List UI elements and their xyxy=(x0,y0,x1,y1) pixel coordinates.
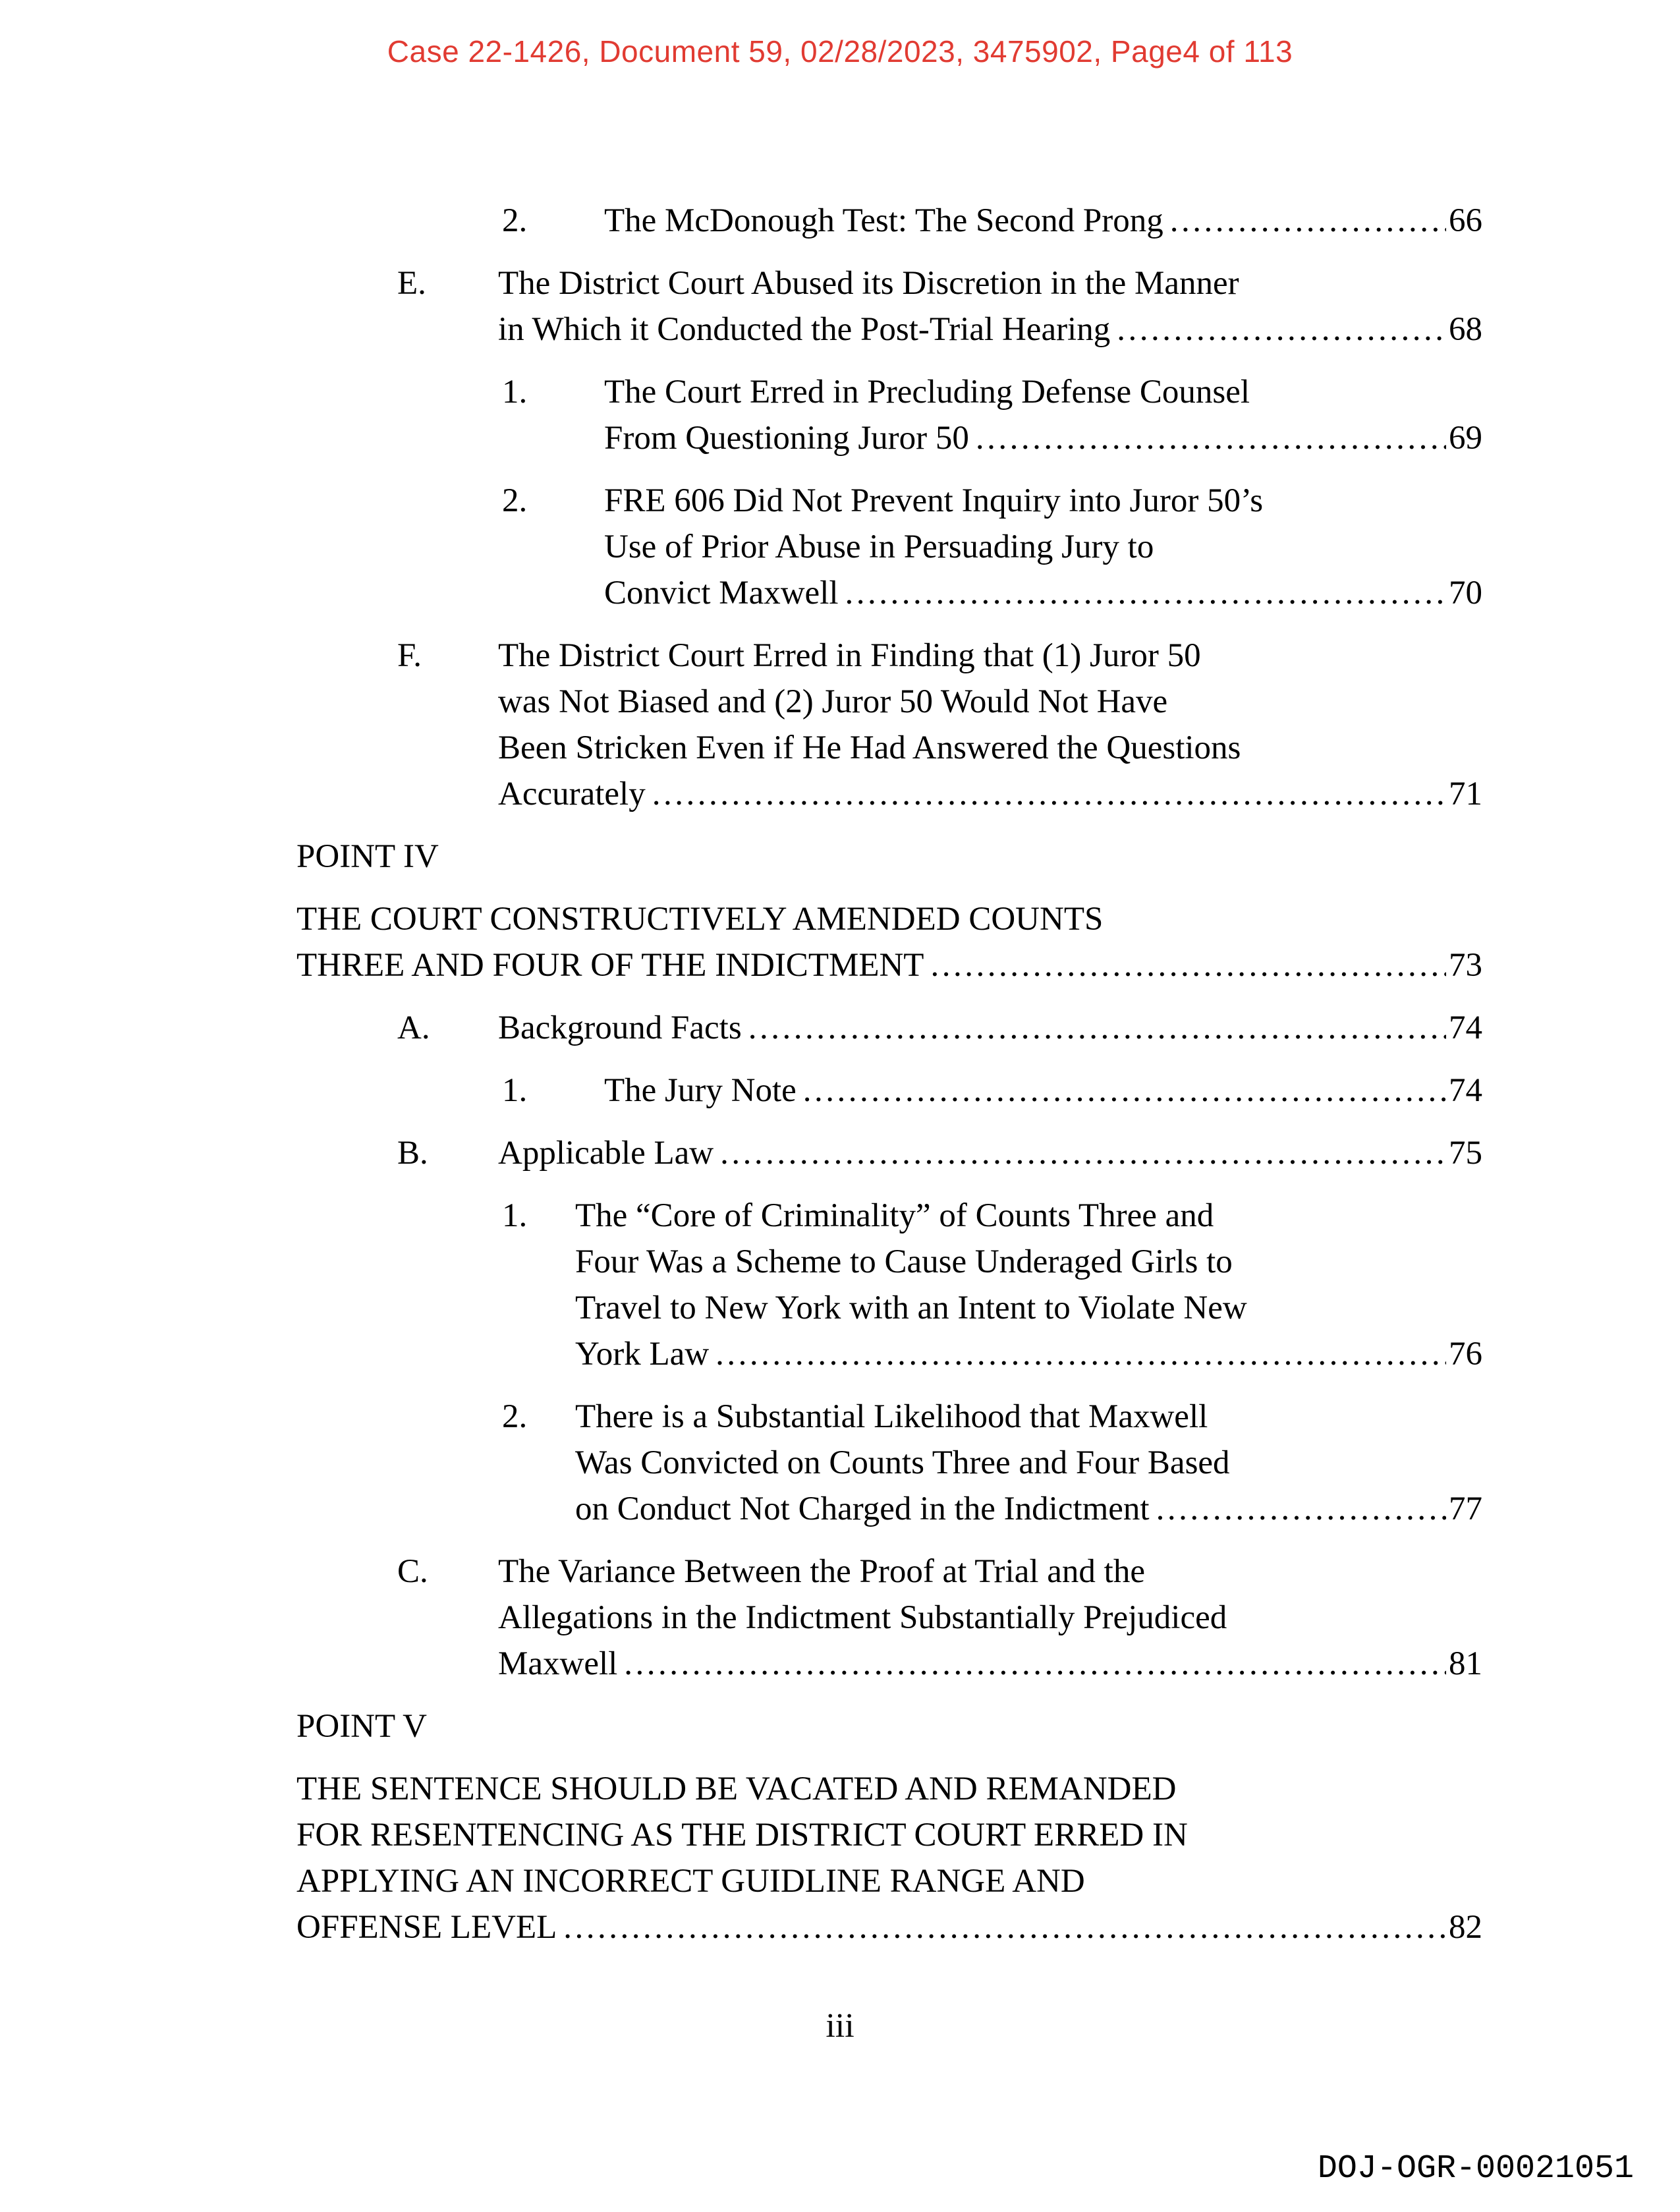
toc-entry-lines xyxy=(604,478,1482,616)
toc-entry-text: OFFENSE LEVEL xyxy=(296,1909,557,1946)
toc-entry-text: APPLYING AN INCORRECT GUIDLINE RANGE AND xyxy=(296,1863,1085,1900)
toc-entry-text: York Law xyxy=(575,1336,710,1373)
toc-entry xyxy=(296,1005,1482,1051)
toc-page-number: 71 xyxy=(1449,776,1482,812)
toc-entry xyxy=(296,478,1482,616)
page-number-footer: iii xyxy=(826,2007,854,2045)
toc-entry-text: POINT IV xyxy=(296,838,439,875)
toc-entry-text: FRE 606 Did Not Prevent Inquiry into Juror 50’s xyxy=(604,482,1264,519)
toc-entry-text: The McDonough Test: The Second Prong xyxy=(604,202,1163,239)
dot-leader xyxy=(715,1331,1446,1377)
toc-entry-label: C. xyxy=(397,1553,428,1590)
toc-page-number: 77 xyxy=(1449,1490,1482,1527)
dot-leader xyxy=(845,570,1446,616)
toc-entry-text: Use of Prior Abuse in Persuading Jury to xyxy=(604,528,1154,565)
toc-entry-lines xyxy=(296,896,1482,988)
toc-entry-last-line xyxy=(498,771,1482,817)
dot-leader xyxy=(1156,1486,1446,1532)
toc-entry-text: POINT V xyxy=(296,1708,427,1745)
toc-entry xyxy=(296,1703,1482,1749)
toc-entry-text: was Not Biased and (2) Juror 50 Would Not Have xyxy=(498,683,1168,720)
toc-entry-text: The District Court Erred in Finding that (1) Juror 50 xyxy=(498,637,1201,674)
toc-entry-lines xyxy=(498,1548,1482,1687)
toc-entry-text: The Variance Between the Proof at Trial and the xyxy=(498,1553,1145,1590)
toc-page-number: 66 xyxy=(1449,202,1482,239)
toc-entry-last-line xyxy=(604,415,1482,461)
toc-entry-text: Was Convicted on Counts Three and Four Based xyxy=(575,1444,1230,1481)
toc-entry-label: A. xyxy=(397,1009,430,1046)
bates-number: DOJ-OGR-00021051 xyxy=(1317,2150,1634,2188)
dot-leader xyxy=(1170,198,1446,244)
toc-entry xyxy=(296,633,1482,817)
toc-entry-text: THREE AND FOUR OF THE INDICTMENT xyxy=(296,947,924,984)
toc-entry-text: Maxwell xyxy=(498,1645,618,1682)
toc-entry-label: F. xyxy=(397,637,422,674)
toc-entry xyxy=(296,369,1482,461)
toc-entry-text: Applicable Law xyxy=(498,1135,714,1172)
toc-entry-text: Convict Maxwell xyxy=(604,575,839,611)
toc-entry-label: 2. xyxy=(502,1398,528,1435)
toc-entry-text: Background Facts xyxy=(498,1009,742,1046)
toc-page-number: 74 xyxy=(1449,1009,1482,1046)
toc-entry-lines xyxy=(575,1394,1482,1532)
toc-entry-label: E. xyxy=(397,265,426,302)
toc-entry-lines xyxy=(296,1703,1482,1749)
toc-entry-lines xyxy=(498,633,1482,817)
toc-entry-text: There is a Substantial Likelihood that Maxwell xyxy=(575,1398,1208,1435)
toc-entry-label: 1. xyxy=(502,1072,528,1109)
toc-entry-text: THE SENTENCE SHOULD BE VACATED AND REMANDED xyxy=(296,1771,1177,1807)
toc-page-number: 70 xyxy=(1449,575,1482,611)
toc-entry-text: Travel to New York with an Intent to Violate New xyxy=(575,1290,1247,1326)
toc-page-number: 68 xyxy=(1449,311,1482,348)
dot-leader xyxy=(803,1067,1446,1114)
toc-entry xyxy=(296,1130,1482,1176)
toc-entry-text: in Which it Conducted the Post-Trial Hearing xyxy=(498,311,1111,348)
toc-entry-last-line xyxy=(604,570,1482,616)
dot-leader xyxy=(930,942,1446,988)
toc-entry xyxy=(296,260,1482,353)
toc-entry-label: 2. xyxy=(502,202,528,239)
toc-entry-last-line xyxy=(575,1331,1482,1377)
toc-entry-text: Accurately xyxy=(498,776,646,812)
toc-entry-last-line xyxy=(575,1486,1482,1532)
dot-leader xyxy=(748,1005,1446,1051)
toc-page-number: 73 xyxy=(1449,947,1482,984)
toc-entry-last-line xyxy=(296,1904,1482,1950)
toc xyxy=(296,198,1482,1950)
toc-entry-text: The District Court Abused its Discretion in the Manner xyxy=(498,265,1239,302)
toc-entry-last-line xyxy=(498,1130,1482,1176)
toc-page-number: 69 xyxy=(1449,420,1482,457)
toc-entry xyxy=(296,1394,1482,1532)
dot-leader xyxy=(1117,306,1446,353)
toc-entry-lines xyxy=(498,260,1482,353)
toc-entry-last-line xyxy=(498,306,1482,353)
toc-entry xyxy=(296,834,1482,880)
toc-entry-text: Been Stricken Even if He Had Answered the Questions xyxy=(498,729,1241,766)
toc-page-number: 74 xyxy=(1449,1072,1482,1109)
toc-entry-text: THE COURT CONSTRUCTIVELY AMENDED COUNTS xyxy=(296,901,1104,938)
toc-entry-text: The Court Erred in Precluding Defense Counsel xyxy=(604,374,1250,411)
toc-entry xyxy=(296,896,1482,988)
toc-page-number: 75 xyxy=(1449,1135,1482,1172)
toc-entry-label: 1. xyxy=(502,374,528,411)
toc-entry-last-line xyxy=(604,1067,1482,1114)
toc-entry xyxy=(296,198,1482,244)
toc-entry-text: Four Was a Scheme to Cause Underaged Girls to xyxy=(575,1243,1233,1280)
dot-leader xyxy=(624,1641,1446,1687)
toc-entry-last-line xyxy=(498,1641,1482,1687)
toc-page-number: 81 xyxy=(1449,1645,1482,1682)
toc-entry-label: 2. xyxy=(502,482,528,519)
case-stamp: Case 22-1426, Document 59, 02/28/2023, 3475902, Page4 of 113 xyxy=(387,34,1293,69)
toc-entry-lines xyxy=(604,369,1482,461)
dot-leader xyxy=(563,1904,1446,1950)
toc-entry-label: 1. xyxy=(502,1197,528,1234)
dot-leader xyxy=(652,771,1446,817)
toc-entry-lines xyxy=(575,1193,1482,1377)
toc-entry-last-line xyxy=(604,198,1482,244)
toc-entry-lines xyxy=(296,834,1482,880)
toc-entry-text: The Jury Note xyxy=(604,1072,797,1109)
toc-entry-label: B. xyxy=(397,1135,428,1172)
toc-entry xyxy=(296,1766,1482,1950)
toc-entry-text: Allegations in the Indictment Substantially Prejudiced xyxy=(498,1599,1227,1636)
toc-entry-text: From Questioning Juror 50 xyxy=(604,420,969,457)
toc-entry-lines xyxy=(604,1067,1482,1114)
toc-entry xyxy=(296,1193,1482,1377)
toc-entry-last-line xyxy=(296,942,1482,988)
toc-entry-text: on Conduct Not Charged in the Indictment xyxy=(575,1490,1150,1527)
dot-leader xyxy=(720,1130,1446,1176)
toc-entry-last-line xyxy=(498,1005,1482,1051)
toc-entry-lines xyxy=(498,1005,1482,1051)
toc-entry-lines xyxy=(498,1130,1482,1176)
toc-entry-lines xyxy=(604,198,1482,244)
toc-page-number: 82 xyxy=(1449,1909,1482,1946)
toc-entry xyxy=(296,1548,1482,1687)
toc-entry xyxy=(296,1067,1482,1114)
dot-leader xyxy=(976,415,1446,461)
toc-entry-text: FOR RESENTENCING AS THE DISTRICT COURT ERRED IN xyxy=(296,1817,1188,1854)
toc-entry-text: The “Core of Criminality” of Counts Three and xyxy=(575,1197,1214,1234)
toc-page-number: 76 xyxy=(1449,1336,1482,1373)
toc-entry-lines xyxy=(296,1766,1482,1950)
